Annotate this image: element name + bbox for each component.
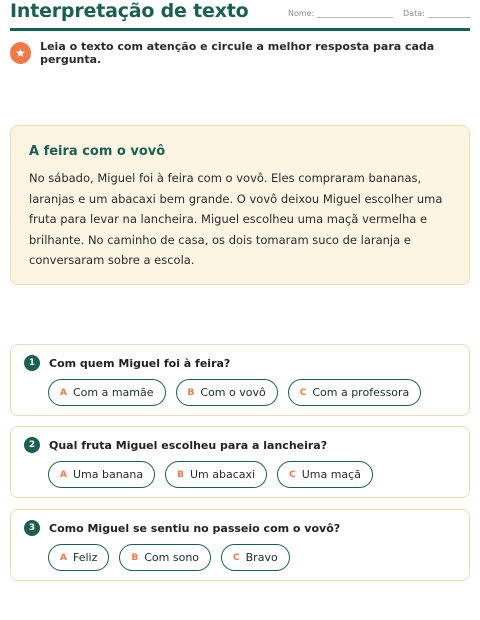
question-card-2 xyxy=(10,426,470,498)
option-label: Uma maçã xyxy=(301,468,361,481)
date-line[interactable] xyxy=(428,10,471,18)
story-title: A feira com o vovô xyxy=(29,144,166,159)
answer-options xyxy=(48,544,300,571)
question-number: 2 xyxy=(24,437,40,453)
date-field[interactable] xyxy=(403,9,471,18)
name-line[interactable] xyxy=(317,10,393,18)
option-letter: A xyxy=(60,387,67,398)
question-number: 1 xyxy=(24,355,40,371)
name-field[interactable] xyxy=(288,9,393,18)
question-number: 3 xyxy=(24,520,40,536)
instruction-text: Leia o texto com atenção e circule a melhor resposta para cada pergunta. xyxy=(40,40,435,66)
option-label: Bravo xyxy=(245,551,278,564)
option-label: Um abacaxi xyxy=(190,468,256,481)
option-label: Com a mamãe xyxy=(72,386,154,399)
story-text: No sábado, Miguel foi à feira com o vovô. Eles compraram bananas, laranjas e um abacaxi bem grande. O vovô deixou Miguel escolher uma fruta para levar na lancheira. Miguel escolheu uma maçã vermelha e brilhante. No caminho de casa, os dois tomaram suco de laranja e conversaram sobre a escola. xyxy=(29,171,443,267)
answer-option-b[interactable] xyxy=(176,379,278,406)
answer-option-c[interactable] xyxy=(221,544,290,571)
story-card xyxy=(10,125,470,285)
question-header xyxy=(24,437,327,453)
question-text: Qual fruta Miguel escolheu para a lancheira? xyxy=(49,438,328,452)
answer-option-c[interactable] xyxy=(288,379,422,406)
answer-option-a[interactable] xyxy=(48,461,155,488)
answer-options xyxy=(48,379,431,406)
answer-option-b[interactable] xyxy=(119,544,211,571)
date-label: Data: xyxy=(403,9,425,18)
option-letter: A xyxy=(60,552,67,563)
worksheet-header xyxy=(10,0,470,31)
question-header xyxy=(24,520,340,536)
option-label: Com a professora xyxy=(312,386,410,399)
question-card-1 xyxy=(10,344,470,416)
answer-option-c[interactable] xyxy=(277,461,373,488)
page-title: Interpretação de texto xyxy=(10,0,249,22)
option-label: Com o vovô xyxy=(200,386,266,399)
option-letter: B xyxy=(177,469,184,480)
option-letter: C xyxy=(299,387,307,398)
answer-option-a[interactable] xyxy=(48,379,166,406)
question-card-3 xyxy=(10,509,470,581)
question-header xyxy=(24,355,230,371)
option-label: Feliz xyxy=(72,551,98,564)
answer-options xyxy=(48,461,383,488)
question-text: Com quem Miguel foi à feira? xyxy=(49,356,231,370)
option-letter: B xyxy=(187,387,195,398)
name-label: Nome: xyxy=(288,9,315,18)
option-label: Com sono xyxy=(144,551,200,564)
question-text: Como Miguel se sentiu no passeio com o vovô? xyxy=(49,521,341,535)
option-label: Uma banana xyxy=(72,468,144,481)
star-icon: ★ xyxy=(10,42,31,64)
answer-option-a[interactable] xyxy=(48,544,109,571)
answer-option-b[interactable] xyxy=(165,461,267,488)
option-letter: C xyxy=(289,469,296,480)
option-letter: A xyxy=(60,469,67,480)
instruction xyxy=(10,40,480,66)
option-letter: B xyxy=(131,552,139,563)
option-letter: C xyxy=(233,552,240,563)
